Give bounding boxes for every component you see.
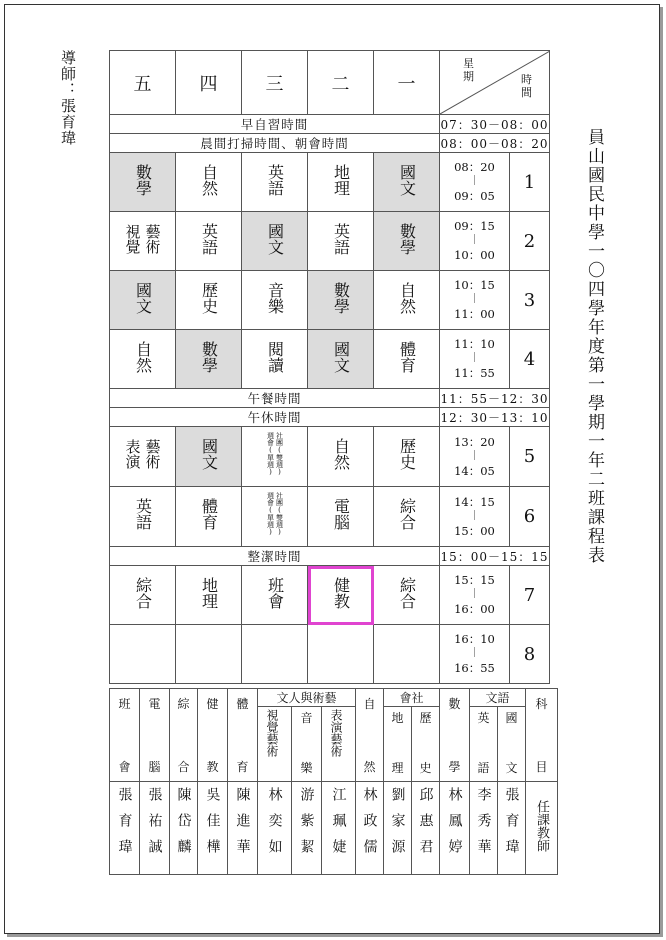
subject-top: 歷 [419,711,432,725]
class-cell [374,153,440,212]
teacher-name [170,782,198,875]
period-end: 16：00 [454,602,495,616]
teacher-name [228,782,258,875]
class-text: 國文 [133,281,153,314]
class-cell [176,427,242,487]
class-cell [308,487,374,547]
period-number: 2 [510,212,550,271]
band-label: 晨間打掃時間、朝會時間 [110,134,440,153]
subject-label [140,689,170,782]
teacher-name-text: 林鳳婷 [446,787,463,865]
teacher-name [440,782,470,875]
diagonal-line [440,51,550,114]
subject-label [498,707,526,782]
subject-top: 數 [448,697,461,711]
subject-label [110,689,140,782]
subject-bottom: 語 [477,761,490,775]
period-time [440,625,510,684]
class-text: 國文 [265,222,285,255]
class-cell [176,271,242,330]
band-label: 午休時間 [110,408,440,427]
subject-label-bottom: 目 [535,760,548,774]
class-text: 英語 [133,498,153,530]
class-text: 英語 [331,222,351,255]
teacher-name [384,782,412,875]
day-header: 三 [242,51,308,115]
period-row [110,271,550,330]
teacher-name-text: 游紫絜 [298,787,315,865]
class-cell [176,153,242,212]
subject-group-header: 文人與術藝 [258,689,356,707]
class-text: 自然 [133,340,153,373]
class-text: 國文 [331,340,351,373]
teacher-name-text: 陳岱麟 [175,787,192,865]
class-text: 歷史 [199,281,219,314]
class-text: 數學 [397,222,417,255]
period-time [440,487,510,547]
band-time: 08：00－08：20 [440,134,550,153]
class-cell [110,330,176,389]
period-time [440,566,510,625]
class-cell [110,212,176,271]
period-separator: ｜ [469,648,480,659]
class-cell [176,212,242,271]
period-end: 16：55 [454,661,495,675]
class-cell [176,330,242,389]
band-time: 12：30－13：10 [440,408,550,427]
period-separator: ｜ [469,510,480,522]
subject-label [440,689,470,782]
teacher-column-label [526,782,558,875]
subject-label [170,689,198,782]
class-cell [308,271,374,330]
period-start: 08：20 [454,160,495,174]
teacher-table [109,688,558,875]
class-cell [374,212,440,271]
period-separator: ｜ [469,235,480,246]
teacher-name [292,782,322,875]
subject-label [228,689,258,782]
class-text: 社團(雙週) 週會(單週) [266,432,284,476]
subject-top: 英 [477,711,490,725]
class-cell [374,566,440,625]
period-time [440,153,510,212]
subject-bottom: 會 [118,760,131,774]
day-header: 二 [308,51,374,115]
period-separator: ｜ [469,176,480,187]
period-start: 13：20 [454,434,495,449]
subject-top: 音 [300,711,313,725]
teacher-name [198,782,228,875]
period-number: 6 [510,487,550,547]
teacher-name [110,782,140,875]
period-start: 16：10 [454,632,495,646]
class-text: 音樂 [265,281,285,314]
period-start: 15：15 [454,573,495,587]
band-time: 11：55－12：30 [440,389,550,408]
period-row [110,625,550,684]
subject-bottom: 學 [448,760,461,774]
band-nap [110,408,550,427]
teacher-name [498,782,526,875]
teacher-label-text: 任課教師 [534,800,549,852]
subject-group-header: 會社 [384,689,440,707]
period-time [440,212,510,271]
period-number: 3 [510,271,550,330]
period-number: 4 [510,330,550,389]
subject-top: 表演藝術 [329,709,343,757]
period-number: 7 [510,566,550,625]
subject-top: 綜 [177,697,190,711]
subject-top: 國 [505,711,518,725]
page-title: 員山國民中學一〇四學年度第一學期一年二班課程表 [584,128,604,565]
period-end: 11：55 [454,366,495,380]
period-time [440,427,510,487]
teacher-name-text: 劉家源 [389,787,406,865]
class-text: 綜合 [133,576,153,609]
period-separator: ｜ [469,450,480,462]
subject-label [258,707,292,782]
class-cell [176,566,242,625]
period-start: 11：10 [454,337,495,351]
teacher-name [356,782,384,875]
teacher-name-text: 張祐誠 [146,787,163,865]
class-cell [242,153,308,212]
class-text: 地理 [331,163,351,196]
class-cell [110,427,176,487]
subject-group-header: 文語 [470,689,526,707]
class-cell [176,487,242,547]
time-label: 時間 [521,73,532,99]
class-text: 體育 [397,340,417,373]
day-header: 一 [374,51,440,115]
subject-label [356,689,384,782]
subject-bottom: 文 [505,761,518,775]
teacher-name-text: 李秀華 [475,787,492,865]
class-cell [374,330,440,389]
band-label: 午餐時間 [110,389,440,408]
class-text: 自然 [331,438,351,470]
period-row [110,212,550,271]
class-cell [374,271,440,330]
class-text: 國文 [199,438,219,470]
class-text: 電腦 [331,498,351,530]
band-label: 整潔時間 [110,547,440,566]
class-cell [374,487,440,547]
band-clean [110,547,550,566]
class-text: 數學 [133,163,153,196]
period-time [440,271,510,330]
teacher-name-text: 邱惠君 [417,787,434,865]
class-cell [308,566,374,625]
class-cell [242,566,308,625]
class-cell [308,153,374,212]
class-cell [374,625,440,684]
class-text: 綜合 [397,498,417,530]
class-cell [242,487,308,547]
class-text: 數學 [199,340,219,373]
teacher-name [140,782,170,875]
weekday-time-corner [440,51,550,115]
period-separator: ｜ [469,353,480,364]
band-morning-study [110,115,550,134]
class-text: 綜合 [397,576,417,609]
subject-row-top [110,689,558,707]
subject-top: 體 [236,697,249,711]
teacher-name [322,782,356,875]
class-cell [110,153,176,212]
period-end: 14：05 [454,463,495,478]
teacher-name [470,782,498,875]
band-time: 15：00－15：15 [440,547,550,566]
class-cell [110,487,176,547]
teacher-name-text: 陳進華 [234,787,251,865]
period-row [110,330,550,389]
class-cell [374,427,440,487]
teacher-name-text: 張育瑋 [503,787,520,865]
class-cell [242,427,308,487]
period-end: 15：00 [454,523,495,538]
period-separator: ｜ [469,589,480,600]
subject-label [322,707,356,782]
class-cell [242,330,308,389]
teacher-row [110,782,558,875]
class-text: 藝術 表演 [123,439,162,469]
teacher-name-text: 江珮婕 [330,787,347,865]
class-text: 班會 [265,576,285,609]
class-text: 國文 [397,163,417,196]
period-end: 11：00 [454,307,495,321]
class-cell [110,566,176,625]
period-start: 09：15 [454,219,495,233]
period-end: 09：05 [454,189,495,203]
subject-bottom: 腦 [148,760,161,774]
period-end: 10：00 [454,248,495,262]
subject-top: 地 [391,711,404,725]
period-number: 5 [510,427,550,487]
class-cell [176,625,242,684]
class-text: 數學 [331,281,351,314]
class-text: 自然 [397,281,417,314]
subject-top: 電 [148,697,161,711]
teacher-name-text: 林政儒 [361,787,378,865]
subject-top: 視覺藝術 [265,709,279,757]
class-text: 體育 [199,498,219,530]
class-cell [242,271,308,330]
class-text: 歷史 [397,438,417,470]
subject-label [384,707,412,782]
period-row [110,487,550,547]
subject-label [470,707,498,782]
subject-top: 班 [118,697,131,711]
class-cell [110,625,176,684]
subject-top: 健 [206,697,219,711]
band-time: 07：30－08：00 [440,115,550,134]
period-time [440,330,510,389]
subject-bottom: 理 [391,761,404,775]
class-text: 英語 [265,163,285,196]
class-text: 健教 [331,576,351,609]
class-cell [308,625,374,684]
class-cell [308,212,374,271]
subject-bottom: 史 [419,761,432,775]
period-separator: ｜ [469,294,480,305]
period-number: 8 [510,625,550,684]
period-start: 14：15 [454,494,495,509]
subject-bottom: 育 [236,760,249,774]
class-text: 地理 [199,576,219,609]
subject-bottom: 然 [363,760,376,774]
class-text: 社團(雙週) 週會(單週) [266,492,284,536]
teacher-name [258,782,292,875]
period-row [110,566,550,625]
teacher-name-text: 張育瑋 [116,787,133,865]
period-start: 10：15 [454,278,495,292]
day-header: 五 [110,51,176,115]
class-text: 自然 [199,163,219,196]
subject-bottom: 合 [177,760,190,774]
subject-label [412,707,440,782]
class-cell [110,271,176,330]
subject-column-label [526,689,558,782]
header-row [110,51,550,115]
subject-label [292,707,322,782]
class-cell [242,625,308,684]
subject-bottom: 樂 [300,761,313,775]
subject-label-top: 科 [535,697,548,711]
subject-label [198,689,228,782]
subject-top: 自 [363,697,376,711]
band-label: 早自習時間 [110,115,440,134]
period-row [110,427,550,487]
teacher-name [412,782,440,875]
teacher-name-text: 林奕如 [266,787,283,865]
band-morning-clean [110,134,550,153]
class-cell [242,212,308,271]
day-header: 四 [176,51,242,115]
class-text: 英語 [199,222,219,255]
period-number: 1 [510,153,550,212]
subject-bottom: 教 [206,760,219,774]
period-row [110,153,550,212]
class-text: 藝術 視覺 [123,223,162,254]
class-text: 閱讀 [265,340,285,373]
class-cell [308,330,374,389]
teacher-name-text: 吳佳樺 [204,787,221,865]
weekday-label: 星期 [463,57,474,83]
homeroom-teacher-label: 導師：張育瑋 [59,50,77,146]
class-cell [308,427,374,487]
band-lunch [110,389,550,408]
schedule-table [109,50,550,684]
